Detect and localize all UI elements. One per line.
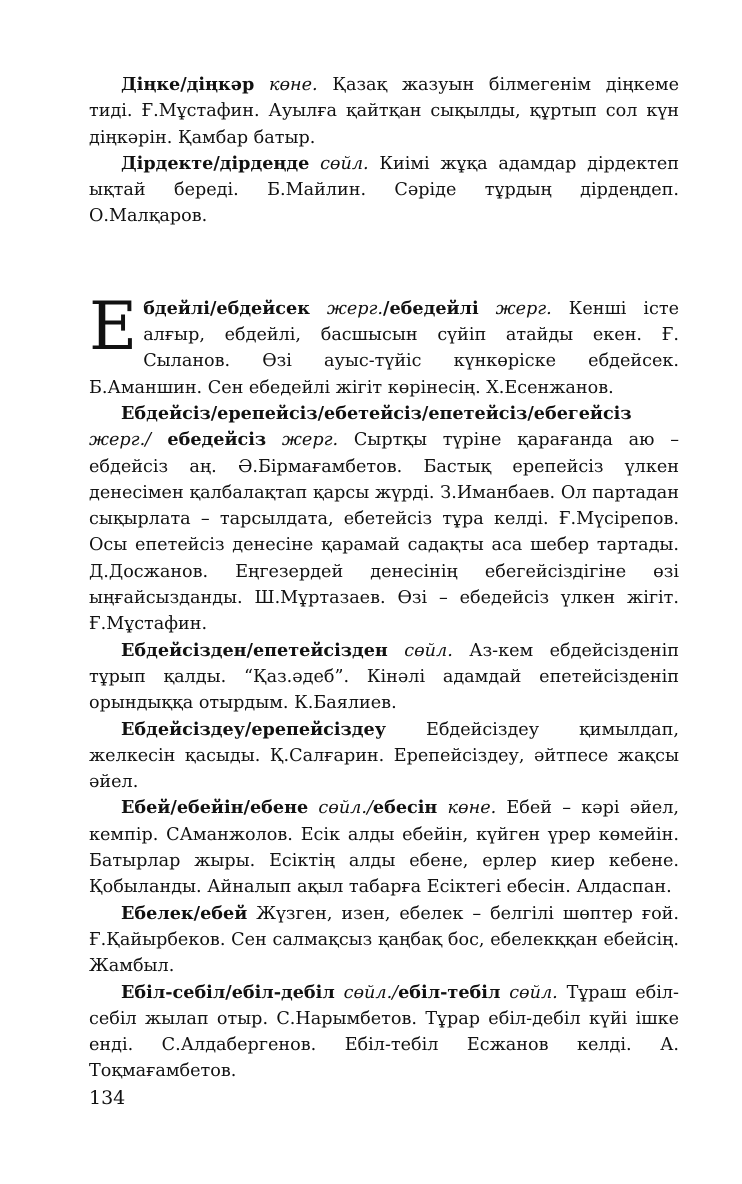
- entry-text: Жүзген, изен, ебелек – белгiлi шөптер ғой. Ғ.Қайырбеков. Сен салмақсыз қаңбақ бос, ебелекққан ебейсiң. Жамбыл.: [89, 903, 679, 977]
- usage-mark: сөйл.: [509, 982, 558, 1003]
- separator: /: [383, 297, 390, 319]
- usage-mark: жерг.: [326, 298, 384, 319]
- entry-ebil-sebil: [89, 980, 679, 1085]
- section-gap: [89, 230, 679, 296]
- headword: бдейлi/ебдейсек: [143, 297, 310, 319]
- entry-text: Ебдейсiздеу қимылдап, желкесiн қасыды. Қ.Салғарин. Ерепейсiздеу, әйтпесе жақсы әйел.: [89, 719, 679, 793]
- headword: Ебдейсiз/ерепейсiз/ебетейсiз/епетейсiз/ебегейсiз: [121, 402, 632, 424]
- headword-variant: ебiл-тебiл: [398, 981, 501, 1003]
- entry-text: Аз-кем ебдейсiзденiп тұрып қалды. “Қаз.әдеб”. Кiнәлi адамдай епетейсiзденiп орындыққа отырдым. К.Баялиев.: [89, 640, 679, 714]
- headword-variant: ебедейлi: [389, 297, 479, 319]
- usage-mark: сөйл./: [343, 982, 399, 1003]
- entry-text: Киiмi жұқа адамдар дiрдектеп ықтай бередi. Б.Майлин. Сәрiде тұрдың дiрдеңдеп. О.Малқаров.: [89, 153, 680, 227]
- page-number: 134: [89, 1087, 126, 1109]
- usage-mark: жерг./: [89, 430, 152, 451]
- dictionary-text: [89, 72, 679, 1085]
- entry-text: Тұраш ебiл-себiл жылап отыр. С.Нарымбетов. Тұрар ебiл-дебiл күйi iшке ендi. С.Алдабергенов. Ебiл-тебiл Есжанов келдi. А. Тоқмағамбетов.: [89, 982, 679, 1082]
- entry-ebdeysizden: [89, 638, 679, 717]
- entry-ebdeysiz: [89, 401, 679, 638]
- headword: Ебдейсiздеу/ерепейсiздеу: [121, 718, 386, 740]
- entry-text: Ебей – кәрi әйел, кемпiр. САманжолов. Есiк алды ебейiн, күйген үрер көмейiн. Батырлар жыры. Есiктiң алды ебене, ерлер киер кебене. Қобыланды. Айналып ақыл табарға Есiктегi ебесiн. Алдаспан.: [89, 798, 680, 898]
- usage-mark: жерг.: [495, 298, 552, 319]
- entry-text: Сыртқы түрiне қарағанда аю – ебдейсiз аң. Ә.Бiрмағамбетов. Бастық ерепейсiз үлкен денесiмен қалбалақтап қарсы жүрдi. З.Иманбаев. Ол партадан сықырлата – тарсылдата, ебетейсiз тұра келдi. Ғ.Мүсiрепов. Осы епетейсiз денесiне қарамай садақты аса шебер тартады. Д.Досжанов. Еңгезердей денесiнiң ебегейсiздiгiне өзi ыңғайсызданды. Ш.Мұртазаев. Өзi – ебедейсiз үлкен жiгiт. Ғ.Мұстафин.: [89, 430, 680, 635]
- usage-mark: жерг.: [281, 430, 339, 451]
- usage-mark: сөйл.: [320, 153, 369, 174]
- headword-variant: ебесiн: [372, 797, 438, 819]
- headword: Дiңке/дiңкәр: [121, 74, 255, 95]
- entry-text: Кеншi iсте алғыр, ебдейлi, басшысын сүйiп атайды екен. Ғ. Сыланов. Өзi ауыс-түйiс күнкөрiске ебдейсек. Б.Аманшин. Сен ебедейлi жiгiт көрiнесiң. Х.Есенжанов.: [89, 298, 679, 398]
- usage-mark: көне.: [268, 75, 318, 95]
- entry-dinke: [89, 72, 679, 151]
- headword: Ебiл-себiл/ебiл-дебiл: [121, 981, 335, 1003]
- entry-ebelek: [89, 901, 679, 980]
- entry-dirdekte: [89, 151, 679, 230]
- usage-mark: сөйл.: [404, 640, 453, 661]
- usage-mark: көне.: [447, 798, 497, 819]
- headword-variant: ебедейсiз: [151, 429, 267, 451]
- entry-text: Қазақ жазуын бiлмегенiм дiңкеме тидi. Ғ.Мұстафин. Ауылға қайтқан сықылды, құртып сол күн дiңкәрiн. Қамбар батыр.: [89, 75, 679, 148]
- headword: Ебелек/ебей: [121, 902, 248, 924]
- usage-mark: сөйл./: [318, 798, 373, 819]
- entry-ebey: [89, 795, 679, 900]
- entry-ebdeysizdeu: [89, 717, 679, 796]
- entry-ebdeyli: [89, 287, 679, 401]
- headword: Ебей/ебейiн/ебене: [121, 797, 309, 819]
- headword: Ебдейсiзден/епетейсiзден: [121, 639, 388, 661]
- headword: Дiрдекте/дiрдеңде: [121, 152, 310, 174]
- dropcap-letter: Е: [89, 287, 138, 365]
